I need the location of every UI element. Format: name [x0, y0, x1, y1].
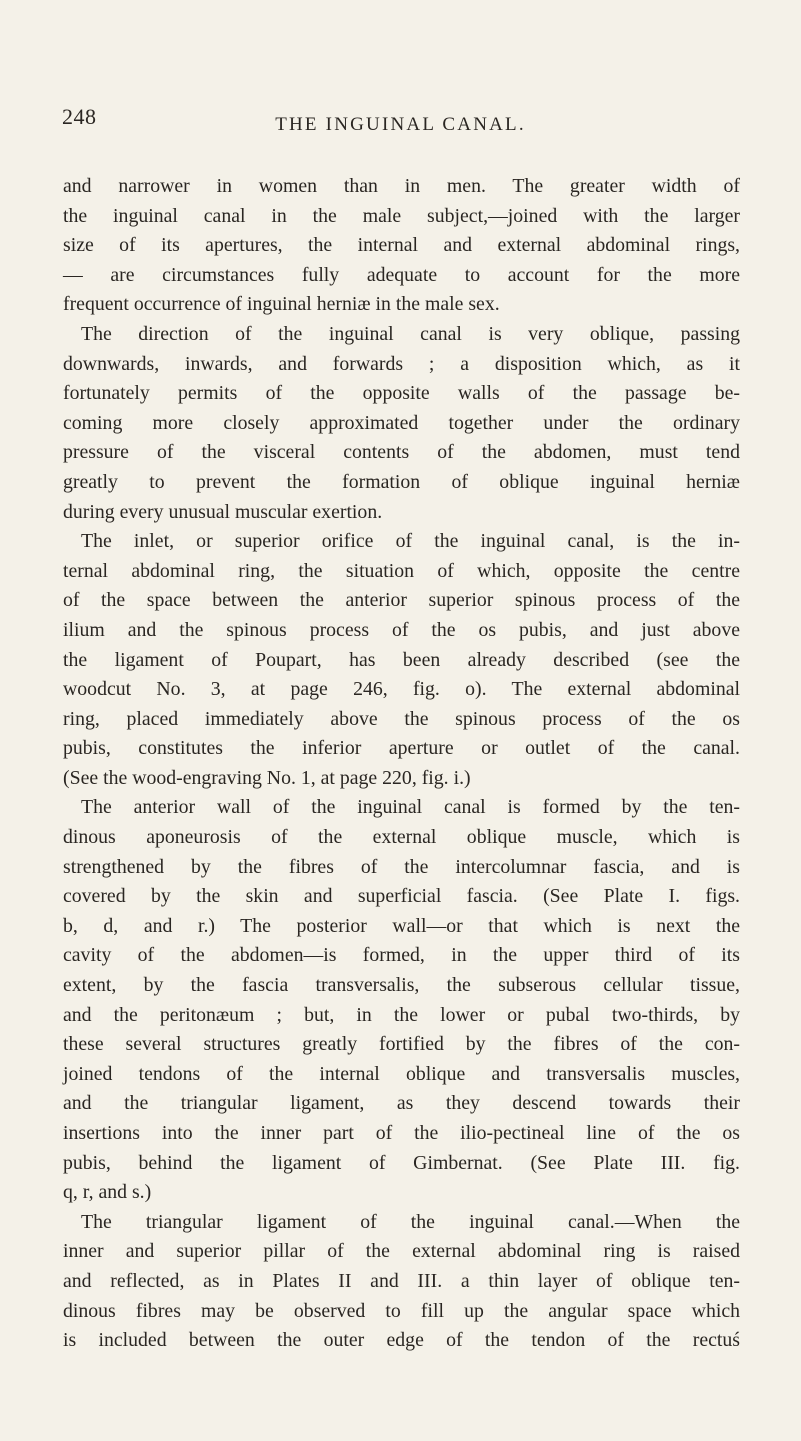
text-line: The anterior wall of the inguinal canal is formed by the ten- [81, 796, 740, 819]
text-line: q, r, and s.) [63, 1181, 152, 1204]
text-line: the ligament of Poupart, has been already described (see the [63, 648, 740, 671]
text-line: pubis, constitutes the inferior aperture or outlet of the canal. [63, 737, 740, 760]
text-line: insertions into the inner part of the ilio-pectineal line of the os [63, 1122, 740, 1144]
text-line: joined tendons of the internal oblique and transversalis muscles, [63, 1062, 740, 1085]
text-line: strengthened by the fibres of the intercolumnar fascia, and is [63, 855, 740, 878]
section-heading-line: The triangular ligament of the inguinal canal.—When the [81, 1210, 740, 1233]
page-number: 248 [62, 104, 97, 129]
text-line: and the peritonæum ; but, in the lower or pubal two-thirds, by [63, 1003, 740, 1026]
text-line: dinous aponeurosis of the external oblique muscle, which is [63, 826, 740, 849]
text-line: the inguinal canal in the male subject,—joined with the larger [63, 204, 740, 227]
text-line: of the space between the anterior superior spinous process of the [63, 589, 740, 612]
text-line: ternal abdominal ring, the situation of which, opposite the centre [63, 559, 740, 582]
text-line: — are circumstances fully adequate to account for the more [63, 263, 740, 286]
text-line: ilium and the spinous process of the os pubis, and just above [63, 618, 740, 641]
text-line: and narrower in women than in men. The greater width of [63, 175, 740, 197]
text-line: ring, placed immediately above the spinous process of the os [63, 707, 740, 730]
text-line: is included between the outer edge of the tendon of the rectuś [63, 1329, 740, 1352]
text-line: b, d, and r.) The posterior wall—or that which is next the [63, 914, 740, 937]
text-line: covered by the skin and superficial fascia. (See Plate I. figs. [63, 885, 740, 908]
text-line: greatly to prevent the formation of oblique inguinal herniæ [63, 470, 740, 493]
text-line: cavity of the abdomen—is formed, in the upper third of its [63, 944, 740, 967]
text-line: pressure of the visceral contents of the abdomen, must tend [63, 441, 740, 464]
text-line: downwards, inwards, and forwards ; a disposition which, as it [63, 352, 740, 375]
text-line: The inlet, or superior orifice of the inguinal canal, is the in- [81, 530, 740, 553]
running-title: THE INGUINAL CANAL. [275, 114, 526, 135]
text-line: during every unusual muscular exertion. [63, 500, 383, 523]
text-line: woodcut No. 3, at page 246, fig. o). The external abdominal [63, 678, 740, 701]
text-line: pubis, behind the ligament of Gimbernat. (See Plate III. fig. [63, 1151, 740, 1174]
text-line: size of its apertures, the internal and external abdominal rings, [63, 234, 740, 257]
text-line: inner and superior pillar of the external abdominal ring is raised [63, 1240, 740, 1263]
text-line: frequent occurrence of inguinal herniæ in the male sex. [63, 293, 500, 316]
text-line: dinous fibres may be observed to fill up the angular space which [63, 1299, 740, 1322]
text-line: and reflected, as in Plates II and III. a thin layer of oblique ten- [63, 1269, 740, 1292]
body-text [63, 172, 740, 1356]
text-line: (See the wood-engraving No. 1, at page 220, fig. i.) [63, 766, 471, 789]
text-line: extent, by the fascia transversalis, the subserous cellular tissue, [63, 974, 740, 997]
text-line: coming more closely approximated together under the ordinary [63, 411, 740, 434]
text-line: The direction of the inguinal canal is very oblique, passing [81, 322, 740, 345]
text-line: fortunately permits of the opposite walls of the passage be- [63, 382, 740, 405]
text-line: these several structures greatly fortified by the fibres of the con- [63, 1033, 740, 1056]
text-line: and the triangular ligament, as they descend towards their [63, 1092, 740, 1115]
